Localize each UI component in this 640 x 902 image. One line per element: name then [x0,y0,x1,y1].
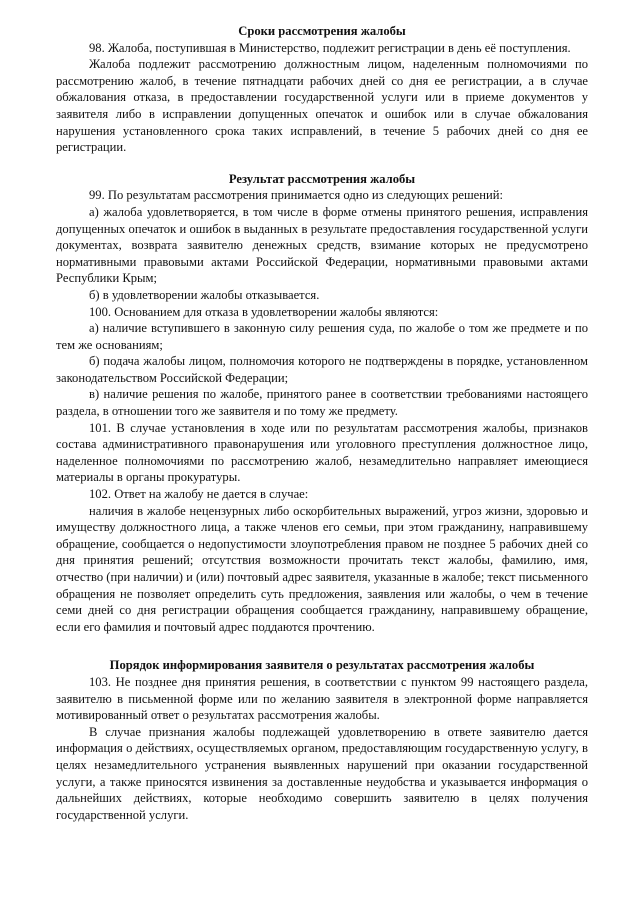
paragraph-98-terms: Жалоба подлежит рассмотрению должностным лицом, наделенным полномочиями по рассмотрению жалоб, в течение пятнадцати рабочих дней со дня ее регистрации, а в случае обжалования отказа, в предоставлении государственной услуги или в приеме документов у заявителя либо в исправлении допущенных опечаток и ошибок или в случае обжалования нарушения установленного срока таких исправлений, в течение 5 рабочих дней со дня ее регистрации. [56,57,588,155]
spacer [56,156,588,171]
paragraph-99: 99. По результатам рассмотрения принимается одно из следующих решений: [89,188,503,203]
section-heading-inform: Порядок информирования заявителя о результатах рассмотрения жалобы [109,658,535,673]
paragraph-100-b: б) подача жалобы лицом, полномочия которого не подтверждены в порядке, установленном законодательством Российской Федерации; [56,354,588,385]
paragraph-102-cases: наличия в жалобе нецензурных либо оскорбительных выражений, угроз жизни, здоровью и имуществу должностного лица, а также членов его семьи, при этом гражданину, направившему обращение, сообщается о недопустимости злоупотребления правом не позднее 5 рабочих дней со дня принятия решений; отсутствия возможности прочитать текст жалобы, фамилию, имя, отчество (при наличии) и (или) почтовый адрес заявителя, указанные в жалобе; текст письменного обращения не позволяет определить суть предложения, заявления или жалобы, о чем в течение семи дней со дня регистрации обращения сообщается гражданину, направившему обращение, если его фамилия и почтовый адрес поддаются прочтению. [56,503,588,634]
paragraph-102: 102. Ответ на жалобу не дается в случае: [89,487,309,502]
paragraph-100-c: в) наличие решения по жалобе, принятого ранее в соответствии требованиями настоящего раздела, в отношении того же заявителя и по тому же предмету. [56,387,588,419]
section-heading-terms: Сроки рассмотрения жалобы [238,24,406,38]
paragraph-100: 100. Основанием для отказа в удовлетворении жалобы являются: [89,304,439,319]
spacer [56,635,588,657]
paragraph-103-details: В случае признания жалобы подлежащей удовлетворению в ответе заявителю дается информация о действиях, осуществляемых органом, предоставляющим государственную услугу, в целях незамедлительного устранения выявленных нарушений при оказании государственной услуги, а также приносятся извинения за доставленные неудобства и указывается информация о дальнейших действиях, которые необходимо совершить заявителю в целях получения государственной услуги. [56,724,588,822]
section-heading-result: Результат рассмотрения жалобы [228,171,416,186]
paragraph-100-a: а) наличие вступившего в законную силу решения суда, по жалобе о том же предмете и по тем же основаниям; [56,321,588,352]
paragraph-103: 103. Не позднее дня принятия решения, в соответствии с пунктом 99 настоящего раздела, заявителю в письменной форме или по желанию заявителя в электронной форме направляется мотивированный ответ о результатах рассмотрения жалобы. [56,674,588,723]
paragraph-101: 101. В случае установления в ходе или по результатам рассмотрения жалобы, признаков состава административного правонарушения или уголовного преступления должностное лицо, наделенное полномочиями по рассмотрению жалоб, незамедлительно направляет имеющиеся материалы в органы прокуратуры. [56,420,588,485]
paragraph-99-a: а) жалоба удовлетворяется, в том числе в форме отмены принятого решения, исправления допущенных опечаток и ошибок в выданных в результате предоставления государственной услуги документах, возврата заявителю денежных средств, взимание которых не предусмотрено нормативными правовыми актами Российской Федерации, нормативными правовыми актами Республики Крым; [56,204,588,286]
paragraph-98: 98. Жалоба, поступившая в Министерство, подлежит регистрации в день её поступления. [89,40,571,55]
paragraph-99-b: б) в удовлетворении жалобы отказывается. [89,287,320,302]
